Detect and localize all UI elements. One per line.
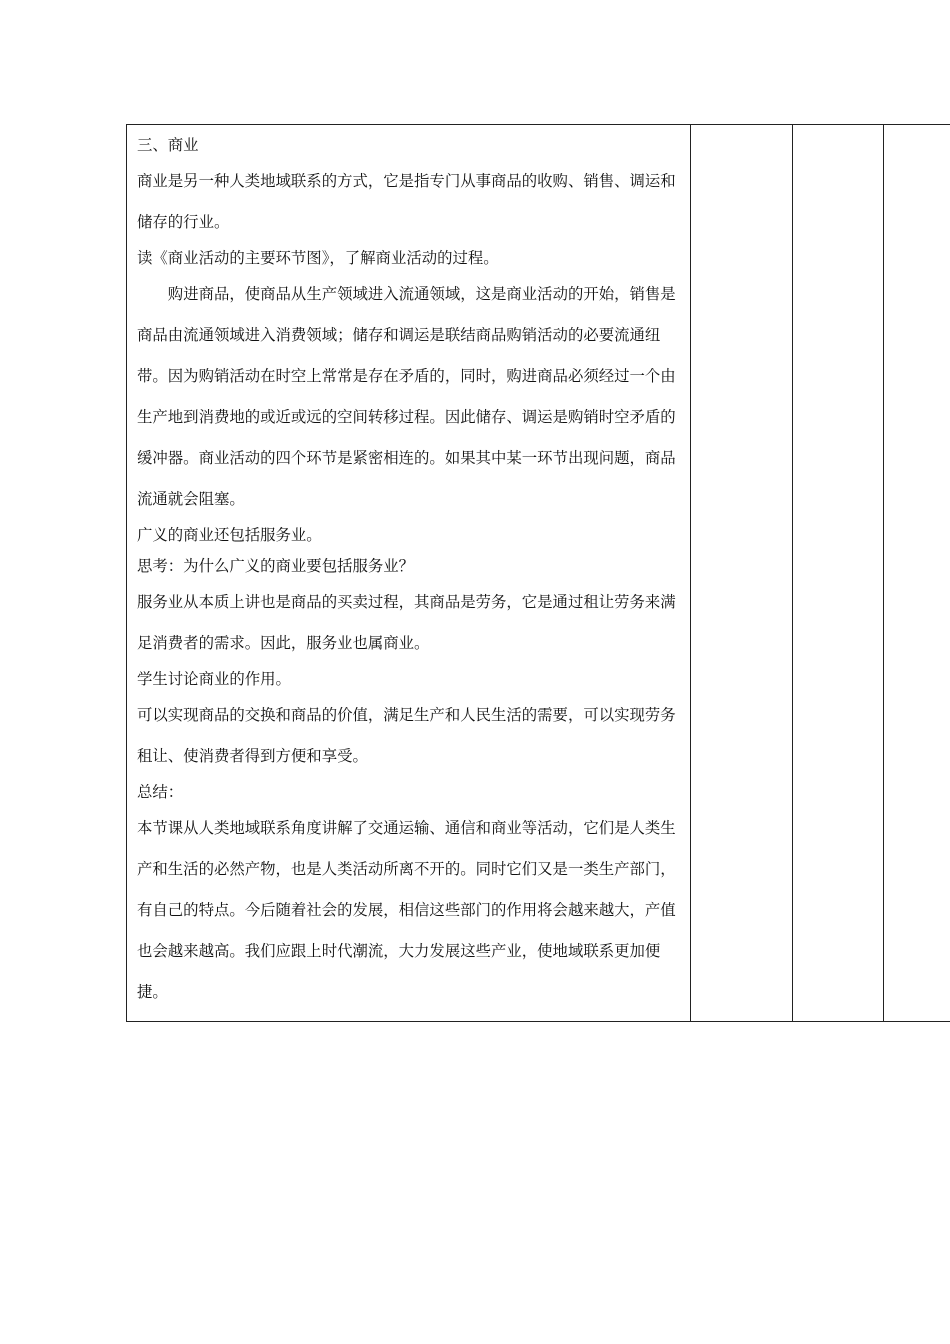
paragraph: 学生讨论商业的作用。 xyxy=(137,670,291,688)
paragraph: 可以实现商品的交换和商品的价值，满足生产和人民生活的需要，可以实现劳务租让、使消费者得到方便和享受。 xyxy=(137,706,676,765)
section-heading: 三、商业 xyxy=(137,136,199,154)
lesson-content xyxy=(127,125,690,1021)
empty-cell xyxy=(884,125,950,1022)
empty-cell xyxy=(793,125,884,1022)
paragraph: 广义的商业还包括服务业。 xyxy=(137,526,322,544)
paragraph: 本节课从人类地域联系角度讲解了交通运输、通信和商业等活动，它们是人类生产和生活的必然产物，也是人类活动所离不开的。同时它们又是一类生产部门，有自己的特点。今后随着社会的发展，相信这些部门的作用将会越来越大，产值也会越来越高。我们应跟上时代潮流，大力发展这些产业，使地域联系更加便捷。 xyxy=(137,819,676,1001)
paragraph: 读《商业活动的主要环节图》，了解商业活动的过程。 xyxy=(137,249,499,267)
lesson-plan-table xyxy=(126,124,950,1022)
paragraph: 服务业从本质上讲也是商品的买卖过程，其商品是劳务，它是通过租让劳务来满足消费者的需求。因此，服务业也属商业。 xyxy=(137,593,676,652)
empty-cell xyxy=(691,125,793,1022)
table-row xyxy=(127,125,950,1022)
paragraph: 购进商品，使商品从生产领域进入流通领域，这是商业活动的开始，销售是商品由流通领域进入消费领域；储存和调运是联结商品购销活动的必要流通纽带。因为购销活动在时空上常常是存在矛盾的，同时，购进商品必须经过一个由生产地到消费地的或近或远的空间转移过程。因此储存、调运是购销时空矛盾的缓冲器。商业活动的四个环节是紧密相连的。如果其中某一环节出现问题，商品流通就会阻塞。 xyxy=(137,285,676,508)
paragraph: 商业是另一种人类地域联系的方式，它是指专门从事商品的收购、销售、调运和储存的行业。 xyxy=(137,172,676,231)
content-cell xyxy=(127,125,691,1022)
paragraph: 思考：为什么广义的商业要包括服务业？ xyxy=(137,557,415,575)
paragraph: 总结： xyxy=(137,783,184,801)
